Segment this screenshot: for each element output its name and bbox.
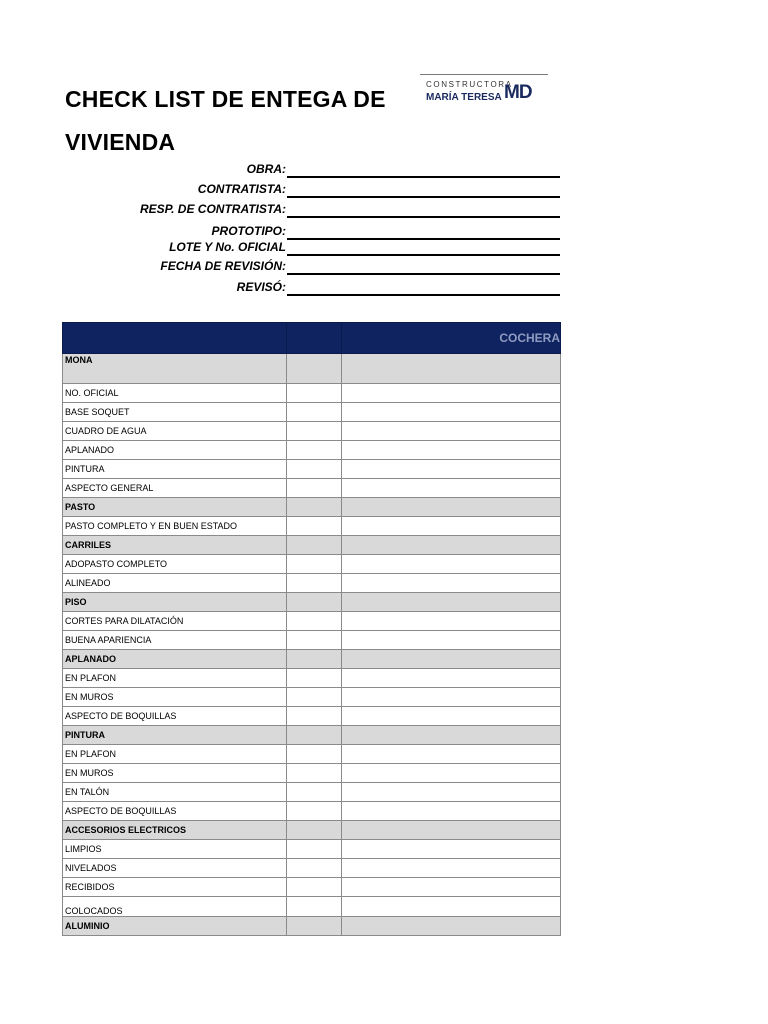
category-label: PINTURA [63,726,287,745]
check-cell [287,821,342,840]
checklist-item-label: APLANADO [63,441,287,460]
check-cell[interactable] [287,555,342,574]
observations-cell[interactable] [342,555,561,574]
checklist-item-label: ASPECTO DE BOQUILLAS [63,802,287,821]
checklist-row [63,631,561,650]
checklist-item-label: ADOPASTO COMPLETO [63,555,287,574]
observations-cell[interactable] [342,688,561,707]
category-row [63,593,561,612]
form-row-lote [60,236,560,256]
checklist-item-label: LIMPIOS [63,840,287,859]
section-title-cochera: COCHERA [342,323,561,354]
observations-cell[interactable] [342,840,561,859]
logo-bottom-text: MARÍA TERESA [426,92,502,103]
checklist-item-label: NIVELADOS [63,859,287,878]
checklist-item-label: CORTES PARA DILATACIÓN [63,612,287,631]
category-row [63,498,561,517]
form-row-resp-contratista [60,198,560,218]
checklist-row [63,517,561,536]
check-cell[interactable] [287,764,342,783]
checklist-row [63,745,561,764]
checklist-item-label: ASPECTO GENERAL [63,479,287,498]
checklist-row [63,422,561,441]
checklist-item-label: BASE SOQUET [63,403,287,422]
checklist-item-label: EN MUROS [63,688,287,707]
observations-cell [342,726,561,745]
observations-cell[interactable] [342,460,561,479]
form-label-fecha-revision: FECHA DE REVISIÓN: [160,259,286,273]
checklist-item-label: NO. OFICIAL [63,384,287,403]
observations-cell [342,593,561,612]
check-cell[interactable] [287,745,342,764]
observations-cell[interactable] [342,612,561,631]
header-cell-item [63,323,287,354]
category-label: PISO [63,593,287,612]
check-cell[interactable] [287,612,342,631]
logo-mark: MD [504,82,532,103]
company-logo [420,74,548,109]
checklist-item-label: EN MUROS [63,764,287,783]
checklist-row [63,840,561,859]
form-row-fecha-revision [60,255,560,275]
check-cell[interactable] [287,707,342,726]
observations-cell[interactable] [342,669,561,688]
check-cell[interactable] [287,441,342,460]
check-cell[interactable] [287,897,342,917]
form-row-contratista [60,178,560,198]
logo-top-text: CONSTRUCTORA [426,80,513,89]
checklist-item-label: RECIBIDOS [63,878,287,897]
form-label-resp-contratista: RESP. DE CONTRATISTA: [139,202,286,216]
check-cell[interactable] [287,802,342,821]
checklist-row [63,574,561,593]
category-row [63,354,561,384]
observations-cell[interactable] [342,517,561,536]
check-cell[interactable] [287,479,342,498]
observations-cell[interactable] [342,764,561,783]
category-row [63,726,561,745]
checklist-item-label: ALINEADO [63,574,287,593]
check-cell[interactable] [287,517,342,536]
form-field-reviso[interactable] [287,294,560,296]
checklist-item-label: PINTURA [63,460,287,479]
check-cell [287,536,342,555]
checklist-row [63,859,561,878]
observations-cell[interactable] [342,859,561,878]
checklist-row [63,612,561,631]
observations-cell[interactable] [342,422,561,441]
checklist-row [63,707,561,726]
checklist-item-label: COLOCADOS [63,897,287,917]
category-row [63,650,561,669]
form-label-lote: LOTE Y No. OFICIAL [169,240,286,254]
checklist-row [63,384,561,403]
observations-cell[interactable] [342,707,561,726]
check-cell[interactable] [287,688,342,707]
observations-cell[interactable] [342,897,561,917]
check-cell [287,354,342,384]
observations-cell [342,650,561,669]
form-label-obra: OBRA: [246,162,286,176]
category-row [63,536,561,555]
observations-cell[interactable] [342,631,561,650]
checklist-item-label: BUENA APARIENCIA [63,631,287,650]
check-cell [287,498,342,517]
observations-cell[interactable] [342,403,561,422]
category-label: ACCESORIOS ELECTRICOS [63,821,287,840]
category-label: PASTO [63,498,287,517]
checklist-row [63,555,561,574]
checklist-row [63,802,561,821]
checklist-row [63,764,561,783]
category-label: APLANADO [63,650,287,669]
category-label: MONA [63,354,287,384]
checklist-row [63,878,561,897]
observations-cell[interactable] [342,745,561,764]
checklist-row [63,897,561,917]
page-title: CHECK LIST DE ENTEGA DE VIVIENDA [65,86,386,155]
observations-cell[interactable] [342,384,561,403]
check-cell[interactable] [287,460,342,479]
table-header-row [63,323,561,354]
checklist-row [63,669,561,688]
form-label-reviso: REVISÓ: [236,280,286,294]
form-label-contratista: CONTRATISTA: [197,182,286,196]
checklist-item-label: ASPECTO DE BOQUILLAS [63,707,287,726]
check-cell[interactable] [287,840,342,859]
form-row-reviso [60,276,560,296]
check-cell[interactable] [287,859,342,878]
form-row-obra [60,158,560,178]
category-label: ALUMINIO [63,917,287,936]
check-cell [287,726,342,745]
checklist-item-label: EN PLAFON [63,745,287,764]
check-cell[interactable] [287,403,342,422]
check-cell[interactable] [287,574,342,593]
checklist-item-label: EN PLAFON [63,669,287,688]
observations-cell[interactable] [342,878,561,897]
checklist-row [63,460,561,479]
check-cell [287,593,342,612]
category-label: CARRILES [63,536,287,555]
check-cell[interactable] [287,783,342,802]
checklist-table [62,322,561,936]
checklist-row [63,479,561,498]
checklist-item-label: CUADRO DE AGUA [63,422,287,441]
observations-cell [342,536,561,555]
observations-cell [342,821,561,840]
checklist-row [63,441,561,460]
observations-cell[interactable] [342,802,561,821]
header-cell-check [287,323,342,354]
form-field-resp-contratista[interactable] [287,216,560,218]
observations-cell[interactable] [342,441,561,460]
observations-cell [342,498,561,517]
check-cell[interactable] [287,669,342,688]
check-cell[interactable] [287,384,342,403]
checklist-row [63,783,561,802]
category-row [63,821,561,840]
observations-cell [342,917,561,936]
observations-cell[interactable] [342,574,561,593]
checklist-item-label: PASTO COMPLETO Y EN BUEN ESTADO [63,517,287,536]
observations-cell[interactable] [342,479,561,498]
observations-cell [342,354,561,384]
check-cell[interactable] [287,422,342,441]
check-cell [287,650,342,669]
check-cell [287,917,342,936]
category-row [63,917,561,936]
form-label-prototipo: PROTOTIPO: [211,224,286,238]
checklist-item-label: EN TALÓN [63,783,287,802]
observations-cell[interactable] [342,783,561,802]
checklist-row [63,688,561,707]
check-cell[interactable] [287,878,342,897]
check-cell[interactable] [287,631,342,650]
checklist-row [63,403,561,422]
form-field-fecha-revision[interactable] [287,273,560,275]
